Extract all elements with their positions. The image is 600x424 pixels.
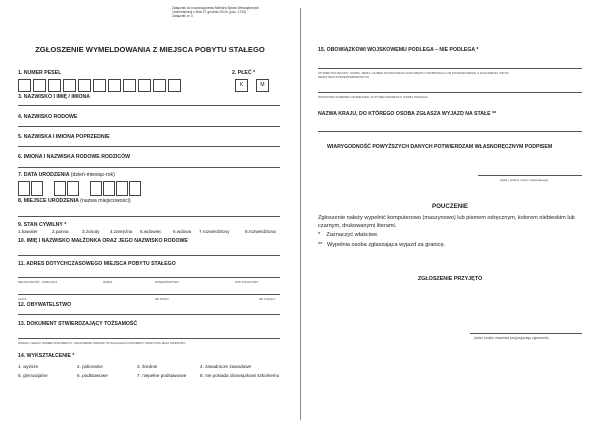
parents-names-label: 6. IMIONA I NAZWISKA RODOWE RODZICÓW bbox=[18, 154, 131, 160]
citizenship-field[interactable] bbox=[18, 314, 280, 315]
day-digit-box[interactable] bbox=[18, 181, 30, 196]
education-option[interactable]: 6. podstawowe bbox=[77, 373, 108, 378]
page-divider bbox=[300, 8, 301, 420]
day-digit-box[interactable] bbox=[31, 181, 43, 196]
pesel-digit-box[interactable] bbox=[33, 79, 46, 92]
sex-label: 2. PŁEĆ * bbox=[232, 70, 256, 76]
pesel-digit-box[interactable] bbox=[48, 79, 61, 92]
pesel-digit-box[interactable] bbox=[138, 79, 151, 92]
pesel-label: 1. NUMER PESEL bbox=[18, 70, 62, 76]
family-name-field[interactable] bbox=[18, 126, 280, 127]
education-option[interactable]: 2. policealne bbox=[77, 364, 103, 369]
civil-option[interactable]: 8.rozwiedziona bbox=[245, 229, 276, 234]
education-option[interactable]: 3. średnie bbox=[137, 364, 158, 369]
education-option[interactable]: 8. nie posiada obowiązkowi szkolnemu bbox=[200, 373, 280, 378]
instructions-text: Zgłoszenie należy wypełnić komputerowo (maszynowo) lub pismem odręcznym, kolorem niebieskim lub czarnym, drukowanymi literami. bbox=[318, 215, 575, 229]
sex-female-checkbox[interactable] bbox=[235, 79, 248, 92]
official-signature-caption: (data i podpis urzędnika przyjmującego zgłoszenie) bbox=[474, 336, 549, 340]
legal-reference-note bbox=[172, 6, 259, 19]
year-digit-box[interactable] bbox=[103, 181, 115, 196]
signature-statement: WIARYGODNOŚĆ POWYŻSZYCH DANYCH POTWIERDZAM WŁASNORĘCZNYM PODPISEM bbox=[327, 144, 553, 150]
previous-names-label: 5. NAZWISKA I IMIONA POPRZEDNIE bbox=[18, 134, 110, 140]
identity-document-field[interactable] bbox=[18, 338, 280, 339]
legal-reference-line: i Administracji z dnia 27 grudnia 2010r. (poz. 1743) bbox=[172, 10, 247, 15]
footnote-mark-double: ** Wypełnia osoba zgłaszająca wyjazd za granicę. bbox=[318, 242, 446, 248]
destination-country-field[interactable] bbox=[318, 131, 582, 132]
sex-male-checkbox[interactable] bbox=[256, 79, 269, 92]
applicant-signature-caption: (data i podpis osoby zgłaszającej) bbox=[500, 178, 549, 182]
pesel-digit-box[interactable] bbox=[168, 79, 181, 92]
legal-reference-line: Załącznik nr 3 bbox=[172, 14, 193, 19]
pesel-digit-box[interactable] bbox=[108, 79, 121, 92]
military-label: 15. OBOWIĄZKOWI WOJSKOWEMU PODLEGA – NIE PODLEGA * bbox=[318, 47, 479, 53]
civil-option[interactable]: 5.wdowiec bbox=[140, 229, 162, 234]
year-digit-box[interactable] bbox=[116, 181, 128, 196]
civil-option[interactable]: 4.zamężna bbox=[110, 229, 133, 234]
accepted-title: ZGŁOSZENIE PRZYJĘTO bbox=[417, 276, 483, 282]
birth-place-field[interactable] bbox=[18, 216, 280, 217]
full-name-label: 3. NAZWISKO I IMIĘ / IMIONA bbox=[18, 94, 91, 100]
destination-country-label: NAZWA KRAJU, DO KTÓREGO OSOBA ZGŁASZA WYJAZD NA STAŁE ** bbox=[318, 111, 497, 117]
footnote-mark-single: * Zaznaczyć właściwe. bbox=[318, 232, 379, 238]
pesel-digit-box[interactable] bbox=[123, 79, 136, 92]
parents-names-field[interactable] bbox=[18, 167, 280, 168]
birth-date-title: 7. DATA URODZENIA bbox=[18, 172, 70, 178]
family-name-label: 4. NAZWISKO RODOWE bbox=[18, 114, 78, 120]
birth-date-hint: (dzień-miesiąc-rok) bbox=[70, 172, 115, 178]
address-caption: WOJEWÓDZTWO bbox=[155, 280, 179, 284]
education-option[interactable]: 7. niepełne podstawowe bbox=[137, 373, 187, 378]
address-caption: ULICA bbox=[18, 297, 27, 301]
education-label: 14. WYKSZTAŁCENIE * bbox=[18, 353, 75, 359]
civil-option[interactable]: 3.żonaty bbox=[82, 229, 100, 234]
civil-option[interactable]: 2.panna bbox=[52, 229, 69, 234]
full-name-field[interactable] bbox=[18, 105, 280, 106]
civil-option[interactable]: 6.wdowa bbox=[173, 229, 192, 234]
address-caption: GMINA bbox=[103, 280, 113, 284]
previous-names-field[interactable] bbox=[18, 146, 280, 147]
military-field-1[interactable] bbox=[318, 68, 582, 69]
pesel-digit-box[interactable] bbox=[78, 79, 91, 92]
month-digit-box[interactable] bbox=[67, 181, 79, 196]
year-digit-box[interactable] bbox=[90, 181, 102, 196]
month-digit-box[interactable] bbox=[54, 181, 66, 196]
address-caption: MIEJSCOWOŚĆ - DZIELNICA bbox=[18, 280, 58, 284]
legal-reference-line: Załącznik do rozporządzenia Ministra Spraw Wewnętrznych bbox=[172, 6, 260, 10]
spouse-label: 10. IMIĘ I NAZWISKO MAŁŻONKA ORAZ JEGO NAZWISKO RODOWE bbox=[18, 238, 188, 244]
form-title: ZGŁOSZENIE WYMELDOWANIA Z MIEJSCA POBYTU STAŁEGO bbox=[35, 45, 265, 54]
sex-female-label: K bbox=[239, 82, 244, 88]
sex-male-label: M bbox=[260, 82, 265, 88]
official-signature-field[interactable] bbox=[470, 333, 582, 334]
education-option[interactable]: 1. wyższe bbox=[18, 364, 39, 369]
civil-option[interactable]: 7.rozwiedziony bbox=[199, 229, 230, 234]
military-caption-2: WOJSKOWA KOMENDA UZUPEŁNIEŃ, W KTÓREJ EWIDENCJI OSOBA PODLEGA bbox=[318, 95, 428, 99]
birth-date-label bbox=[18, 172, 115, 178]
identity-document-caption: RODZAJ, SERIA I NUMER DOKUMENTU, OZNACZENIE ORGANU WYDAJĄCEGO DOKUMENT ORAZ DATA JEGO WAŻNOŚCI bbox=[18, 341, 186, 345]
address-line-2[interactable] bbox=[18, 294, 280, 295]
pesel-digit-box[interactable] bbox=[63, 79, 76, 92]
address-caption: NR DOMU bbox=[155, 297, 169, 301]
military-caption-1b: REJESTRACJI PRZEDPOBOROWYCH bbox=[318, 75, 370, 79]
birth-place-hint: (nazwa miejscowości) bbox=[80, 198, 131, 204]
pesel-digit-box[interactable] bbox=[153, 79, 166, 92]
education-option[interactable]: 4. zasadnicze zawodowe bbox=[200, 364, 252, 369]
address-caption: KOD POCZTOWY bbox=[235, 280, 259, 284]
address-label: 11. ADRES DOTYCHCZASOWEGO MIEJSCA POBYTU STAŁEGO bbox=[18, 261, 176, 267]
address-line-1[interactable] bbox=[18, 277, 280, 278]
education-option[interactable]: 5. gimnazjalne bbox=[18, 373, 48, 378]
birth-place-label bbox=[18, 198, 131, 204]
pesel-digit-box[interactable] bbox=[93, 79, 106, 92]
spouse-field[interactable] bbox=[18, 255, 280, 256]
instructions-title: POUCZENIE bbox=[431, 203, 469, 210]
birth-place-title: 8. MIEJSCE URODZENIA bbox=[18, 198, 79, 204]
identity-document-label: 13. DOKUMENT STWIERDZAJĄCY TOŻSAMOŚĆ bbox=[18, 321, 138, 327]
year-digit-box[interactable] bbox=[129, 181, 141, 196]
military-caption-1: STOPIEŃ WOJSKOWY, NAZWA, SERIA I NUMER WOJSKOWEGO DOKUMENTU OSOBISTEGO LUB POŚWIADCZENIE O ZGŁOSZENIU SIĘ DO bbox=[318, 71, 509, 75]
address-caption: NR LOKALU bbox=[259, 297, 276, 301]
civil-status-label: 9. STAN CYWILNY * bbox=[18, 222, 67, 228]
pesel-digit-box[interactable] bbox=[18, 79, 31, 92]
applicant-signature-field[interactable] bbox=[478, 175, 582, 176]
military-field-2[interactable] bbox=[318, 92, 582, 93]
citizenship-label: 12. OBYWATELSTWO bbox=[18, 302, 72, 308]
civil-option[interactable]: 1.kawaler bbox=[18, 229, 38, 234]
